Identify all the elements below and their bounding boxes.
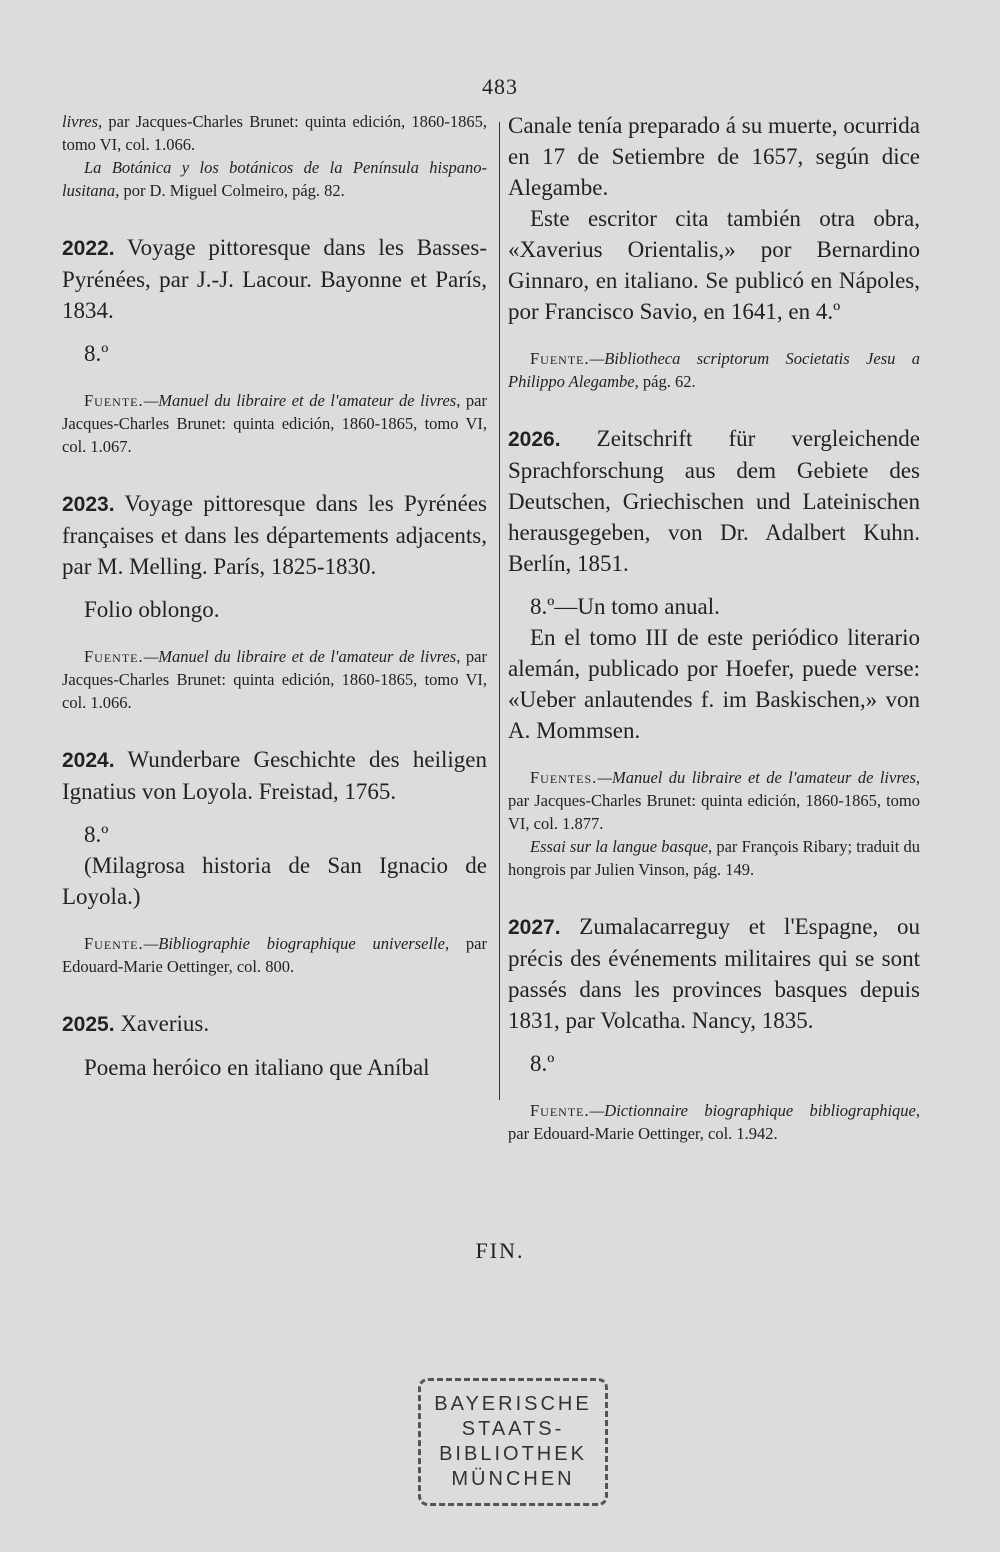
entry-2027-title (508, 911, 920, 1036)
reference-title: livres (62, 112, 99, 131)
source-details: , pág. 62. (634, 372, 696, 391)
source-title: Essai sur la langue basque (530, 837, 709, 856)
entry-text: Zumalacarreguy et l'Espagne, ou précis des événements militaires qui se sont passés dans les provinces basques depuis 1831, par Volcatha. Nancy, 1835. (508, 914, 920, 1033)
reference-details: , par Jacques-Charles Brunet: quinta edición, 1860-1865, tomo VI, col. 1.066. (62, 112, 487, 154)
entry-2026-source (508, 766, 920, 835)
source-details: , par Jacques-Charles Brunet: quinta edición, 1860-1865, tomo VI, col. 1.067. (62, 391, 487, 456)
entry-2027-source (508, 1099, 920, 1145)
page-number: 483 (482, 74, 518, 99)
entry-2026-title (508, 423, 920, 579)
entry-text: Voyage pittoresque dans les Pyrénées françaises et dans les départements adjacents, par M. Melling. París, 1825-1830. (62, 491, 487, 579)
source-label: Fuente. (84, 647, 144, 666)
entry-number: 2024. (62, 749, 115, 772)
fin-label: FIN. (475, 1238, 525, 1263)
entry-text: Wunderbare Geschichte des heiligen Ignatius von Loyola. Freistad, 1765. (62, 747, 487, 804)
entry-2024-note: (Milagrosa historia de San Ignacio de Loyola.) (62, 853, 487, 909)
source-label: Fuente. (84, 934, 144, 953)
reference-colmeiro (62, 156, 487, 202)
source-label: Fuente. (530, 1101, 590, 1120)
entry-2026-format: 8.º—Un tomo anual. (530, 594, 720, 619)
source-details: , par Edouard-Marie Oettinger, col. 800. (62, 934, 487, 976)
entry-2022-title (62, 232, 487, 326)
entry-2022-source (62, 389, 487, 458)
stamp-line: STAATS- (461, 1418, 565, 1440)
entry-2023-source (62, 645, 487, 714)
stamp-line: BAYERISCHE (434, 1393, 592, 1415)
right-column (508, 110, 920, 1145)
source-details: , par Jacques-Charles Brunet: quinta edición, 1860-1865, tomo VI, col. 1.877. (508, 768, 920, 833)
source-title: —Bibliotheca scriptorum Societatis Jesu a Philippo Alegambe (508, 349, 920, 391)
entry-number: 2023. (62, 493, 115, 516)
source-label: Fuentes. (530, 768, 598, 787)
source-details: , par Jacques-Charles Brunet: quinta edición, 1860-1865, tomo VI, col. 1.066. (62, 647, 487, 712)
entry-2025-title (62, 1008, 487, 1040)
source-title: —Bibliographie biographique universelle (143, 934, 445, 953)
entry-2025-continuation: Canale tenía preparado á su muerte, ocurrida en 17 de Setiembre de 1657, según dice Alegambe. (508, 113, 920, 200)
column-divider (499, 122, 500, 1100)
stamp-line: MÜNCHEN (451, 1468, 575, 1490)
source-title: —Dictionnaire biographique bibliographique (589, 1101, 916, 1120)
entry-2024-source (62, 932, 487, 978)
entry-number: 2026. (508, 428, 561, 451)
reference-continuation (62, 110, 487, 156)
entry-2023-title (62, 488, 487, 582)
entry-text: Zeitschrift für vergleichende Sprachforschung aus dem Gebiete des Deutschen, Griechischen und Lateinischen herausgegeben, von Dr. Adalbert Kuhn. Berlín, 1851. (508, 426, 920, 576)
entry-2026-source-2 (508, 835, 920, 881)
reference-title: La Botánica y los botánicos de la Península hispano-lusitana (62, 158, 487, 200)
source-title: —Manuel du libraire et de l'amateur de livres (597, 768, 916, 787)
entry-number: 2027. (508, 916, 561, 939)
entry-2022-format: 8.º (84, 341, 109, 366)
source-details: , par Edouard-Marie Oettinger, col. 1.942. (508, 1101, 920, 1143)
source-details: , par François Ribary; traduit du hongrois par Julien Vinson, pág. 149. (508, 837, 920, 879)
entry-number: 2022. (62, 237, 115, 260)
entry-2025-other-work: Este escritor cita también otra obra, «Xaverius Orientalis,» por Bernardino Ginnaro, en italiano. Se publicó en Nápoles, por Francisco Savio, en 1641, en 4.º (508, 206, 920, 324)
source-label: Fuente. (84, 391, 144, 410)
entry-text: Xaverius. (114, 1011, 210, 1036)
source-title: —Manuel du libraire et de l'amateur de livres (143, 391, 457, 410)
entry-2026-text: En el tomo III de este periódico literario alemán, publicado por Hoefer, puede verse: «Ueber anlautendes f. im Baskischen,» von A. Mommsen. (508, 625, 920, 743)
entry-2024-format: 8.º (84, 822, 109, 847)
library-stamp (418, 1378, 608, 1506)
entry-2024-title (62, 744, 487, 807)
entry-2027-format: 8.º (530, 1051, 555, 1076)
entry-text: Voyage pittoresque dans les Basses-Pyrénées, par J.-J. Lacour. Bayonne et París, 1834. (62, 235, 487, 323)
entry-2023-format: Folio oblongo. (84, 597, 220, 622)
entry-2025-source (508, 347, 920, 393)
source-label: Fuente. (530, 349, 590, 368)
stamp-line: BIBLIOTHEK (439, 1443, 587, 1465)
entry-2025-text: Poema heróico en italiano que Aníbal (84, 1055, 430, 1080)
source-title: —Manuel du libraire et de l'amateur de livres (143, 647, 457, 666)
reference-details: , por D. Miguel Colmeiro, pág. 82. (115, 181, 345, 200)
left-column (62, 110, 487, 1083)
entry-number: 2025. (62, 1013, 115, 1036)
